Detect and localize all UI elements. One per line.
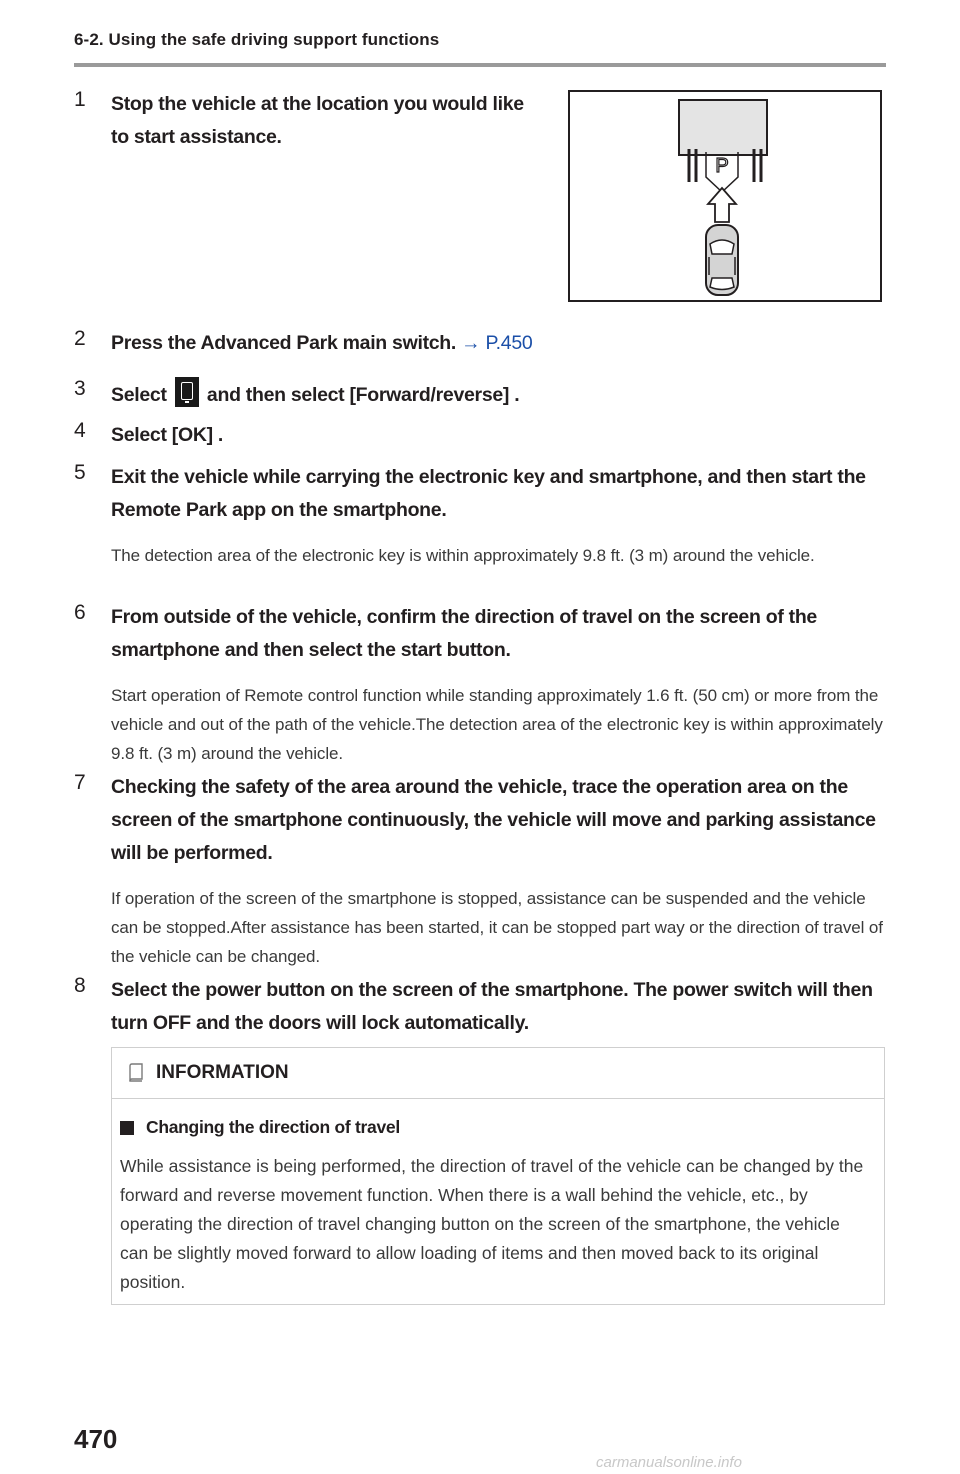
parking-p-label: P <box>715 155 729 177</box>
step-title: Press the Advanced Park main switch. <box>111 332 457 354</box>
information-body: While assistance is being performed, the direction of travel of the vehicle can be changed by the forward and reverse movement function. When there is a wall behind the vehicle, etc., by operating the direction of travel changing button on the screen of the smartphone, the vehicle can be slightly moved forward to allow loading of items and then moved back to its original position. <box>120 1156 864 1292</box>
step-number: 2 <box>74 327 86 350</box>
step-title: Exit the vehicle while carrying the electronic key and smartphone, and then start the Remote Park app on the smartphone. <box>111 466 866 521</box>
step-7 <box>74 771 886 971</box>
subheading-text: Changing the direction of travel <box>146 1117 400 1137</box>
step-description: Start operation of Remote control function while standing approximately 1.6 ft. (50 cm) or more from the vehicle and out of the path of the vehicle.The detection area of the electronic key is within approximately 9.8 ft. (3 m) around the vehicle. <box>111 686 883 763</box>
step-description: The detection area of the electronic key is within approximately 9.8 ft. (3 m) around the vehicle. <box>111 546 815 565</box>
step-8 <box>74 974 886 1040</box>
watermark: carmanualsonline.info <box>596 1454 742 1471</box>
arrow-up-icon <box>708 188 736 222</box>
information-box <box>111 1047 885 1305</box>
step-number: 6 <box>74 601 86 624</box>
step-title: From outside of the vehicle, confirm the direction of travel on the screen of the smartphone and then select the start button. <box>111 606 817 661</box>
information-subheading <box>120 1117 884 1138</box>
car-icon <box>706 225 738 295</box>
step-1 <box>74 88 544 154</box>
square-bullet-icon <box>120 1121 134 1135</box>
step-number: 7 <box>74 771 86 794</box>
book-icon <box>128 1063 144 1083</box>
step-number: 5 <box>74 461 86 484</box>
page-reference-link[interactable]: → P.450 <box>461 332 533 354</box>
step-2 <box>74 327 886 360</box>
step-title-start: Select <box>111 384 167 406</box>
step-title: Select the power button on the screen of the smartphone. The power switch will then turn OFF and the doors will lock automatically. <box>111 979 873 1034</box>
parking-diagram <box>570 92 880 300</box>
step-6 <box>74 601 886 768</box>
information-title: INFORMATION <box>156 1062 289 1083</box>
step-4 <box>74 419 886 452</box>
parking-illustration <box>568 90 882 302</box>
step-number: 1 <box>74 88 86 111</box>
step-number: 3 <box>74 377 86 400</box>
step-title: Stop the vehicle at the location you would like to start assistance. <box>111 93 524 148</box>
step-3 <box>74 377 886 412</box>
step-title-end: and then select [Forward/reverse] . <box>206 384 520 406</box>
step-description: If operation of the screen of the smartphone is stopped, assistance can be suspended and the vehicle can be stopped.After assistance has been started, it can be stopped part way or the direction of travel of the vehicle can be changed. <box>111 889 883 966</box>
step-title: Select [OK] . <box>111 424 224 446</box>
step-number: 8 <box>74 974 86 997</box>
information-header <box>112 1048 884 1099</box>
section-header: 6-2. Using the safe driving support functions <box>74 30 440 49</box>
step-title: Checking the safety of the area around the vehicle, trace the operation area on the screen of the smartphone continuously, the vehicle will move and parking assistance will be performed. <box>111 776 876 864</box>
header-rule <box>74 63 886 67</box>
smartphone-icon <box>175 377 199 407</box>
page-number: 470 <box>74 1424 118 1454</box>
step-5 <box>74 461 886 570</box>
step-number: 4 <box>74 419 86 442</box>
